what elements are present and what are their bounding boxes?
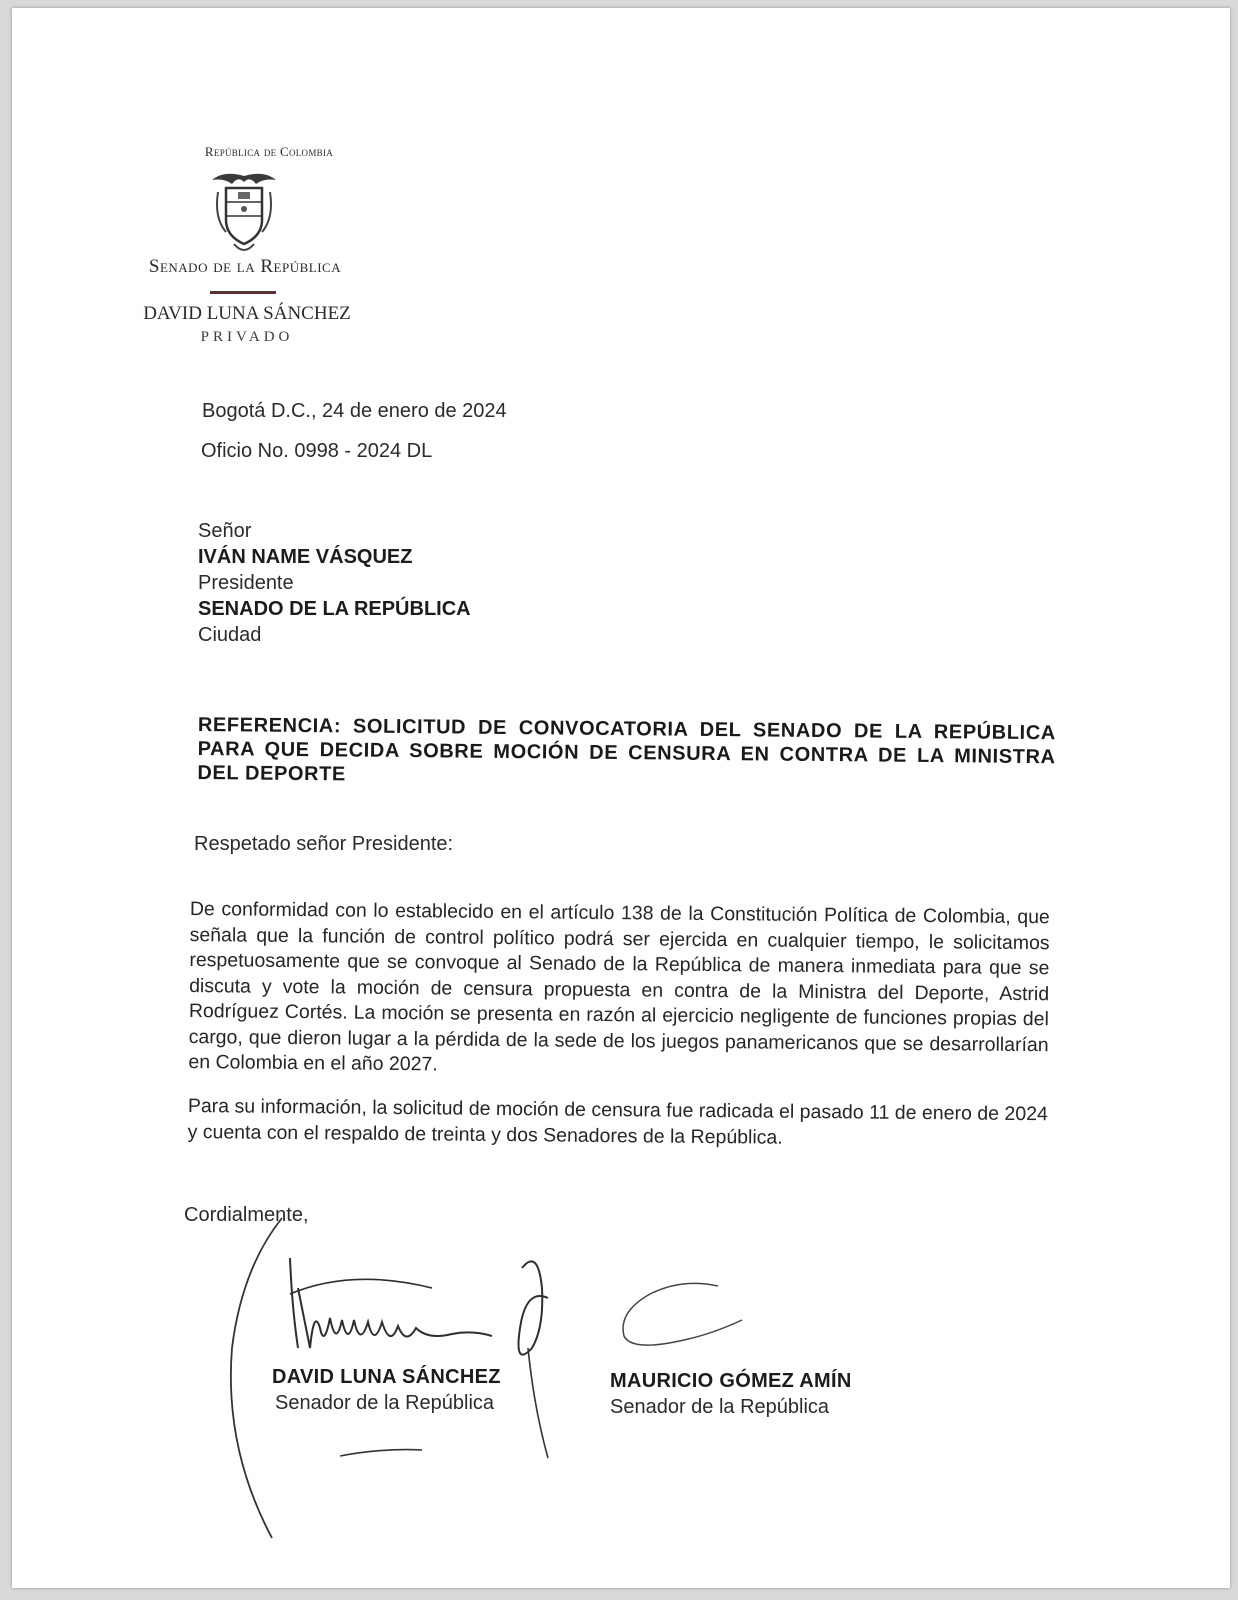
signatory-2 — [610, 1370, 852, 1419]
letter-page — [12, 8, 1230, 1588]
letterhead-institution: Senado de la República — [148, 256, 342, 277]
place-date: Bogotá D.C., 24 de enero de 2024 — [202, 400, 507, 422]
signatory-2-name: MAURICIO GÓMEZ AMÍN — [610, 1370, 852, 1392]
body-paragraph-2: Para su información, la solicitud de moción de censura fue radicada el pasado 11 de enero de 2024 y cuenta con el respaldo de treinta y dos Senadores de la República. — [187, 1095, 1048, 1149]
recipient-name: IVÁN NAME VÁSQUEZ — [198, 546, 413, 568]
signatory-1-role: Senador de la República — [275, 1392, 495, 1414]
letterhead-divider — [210, 291, 276, 294]
signatory-1-name: DAVID LUNA SÁNCHEZ — [272, 1366, 501, 1388]
greeting: Respetado señor Presidente: — [194, 833, 454, 855]
recipient-organization: SENADO DE LA REPÚBLICA — [198, 598, 471, 620]
reference-line: REFERENCIA: SOLICITUD DE CONVOCATORIA DEL SENADO DE LA REPÚBLICA PARA QUE DECIDA SOBRE MOCIÓN DE CENSURA EN CONTRA DE LA MINISTRA DEL DEPORTE — [197, 713, 1056, 786]
recipient-block — [198, 518, 471, 648]
letterhead-office: PRIVADO — [200, 329, 294, 345]
recipient-role: Presidente — [198, 572, 294, 594]
letterhead-country: República de Colombia — [204, 144, 334, 159]
body-paragraph-1: De conformidad con lo establecido en el artículo 138 de la Constitución Política de Colombia, que señala que la función de control político podrá ser ejercida en cualquier tiempo, le solicitamos respetuosamente que se convoque al Senado de la República de manera inmediata para que se discuta y vote la moción de censura propuesta en contra de la Ministra del Deporte, Astrid Rodríguez Cortés. La moción se presenta en razón al ejercicio negligente de funciones propias del cargo, que dieron lugar a la pérdida de la sede de los juegos panamericanos que se desarrollarían en Colombia en el año 2027. — [188, 897, 1050, 1076]
closing: Cordialmente, — [184, 1204, 309, 1226]
signatory-1 — [272, 1366, 501, 1415]
coat-of-arms-icon — [204, 168, 284, 258]
recipient-city: Ciudad — [198, 624, 262, 646]
letterhead-office-holder: DAVID LUNA SÁNCHEZ — [143, 303, 351, 324]
recipient-salutation-title: Señor — [198, 520, 252, 542]
signatory-2-role: Senador de la República — [610, 1396, 830, 1418]
office-number: Oficio No. 0998 - 2024 DL — [201, 440, 433, 462]
signature-mauricio-gomez-icon — [612, 1280, 752, 1360]
